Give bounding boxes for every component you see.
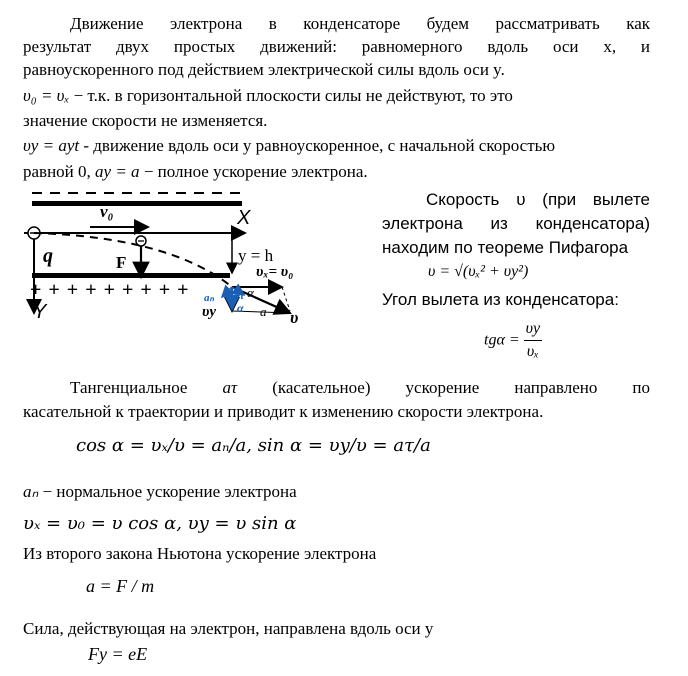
an-definition: aₙ − нормальное ускорение электрона xyxy=(23,482,297,501)
bottom-plate xyxy=(32,273,230,278)
paragraph-line: υy = ayt - движение вдоль оси y равноускоренное, с начальной скоростью xyxy=(23,136,556,155)
tg-formula: tgα = $\frac{\upsilon y}{\text{υₓ}}$ xyxy=(484,320,541,360)
at-label: aτ xyxy=(234,290,245,302)
formula-v0-vx: υ₀ = υₓ xyxy=(23,86,70,105)
force-label: F xyxy=(116,253,127,272)
v0-label: v₀ xyxy=(100,202,114,221)
an-label: aₙ xyxy=(204,292,214,304)
velocity-components-formula: υₓ = υ₀ = υ cos α, υy = υ sin α xyxy=(23,513,297,534)
right-text-line: находим по теореме Пифагора xyxy=(382,238,629,257)
paragraph-line: Тангенциальное aτ (касательное) ускорение направлено по xyxy=(70,378,650,397)
formula-vy: υy = ayt xyxy=(23,136,80,155)
x-axis-label: X xyxy=(237,207,251,229)
paragraph-line: Движение электрона в конденсаторе будем рассматривать как xyxy=(70,14,650,33)
paragraph-line: равной 0, ay = a − полное ускорение электрона. xyxy=(23,162,368,181)
alpha-label: α xyxy=(237,301,244,315)
cos-sin-formula: cos α = υₓ/υ = aₙ/a, sin α = υy/υ = aτ/a xyxy=(76,435,431,456)
paragraph-line: υ₀ = υₓ − т.к. в горизонтальной плоскости силы не действуют, то это xyxy=(23,86,513,105)
formula-ay: ay = a xyxy=(95,162,140,181)
positive-charges: + + + + + + + + + xyxy=(30,279,190,301)
y-axis-label: Y xyxy=(33,301,47,323)
vx-label: υₓ= υ₀ xyxy=(256,264,294,280)
top-plate xyxy=(32,201,242,206)
paragraph-line: значение скорости не изменяется. xyxy=(23,111,268,130)
paragraph-line: равноускоренного под действием электрической силы вдоль оси y. xyxy=(23,60,505,79)
alpha-label: α xyxy=(247,285,254,300)
height-label: y = h xyxy=(238,246,274,265)
force-formula: Fy = eE xyxy=(88,644,148,664)
right-text-line: электрона из конденсатора) xyxy=(382,214,650,233)
right-text-line: Скорость υ (при вылете xyxy=(426,190,650,209)
paragraph-line: Сила, действующая на электрон, направлена вдоль оси y xyxy=(23,619,434,638)
vy-label: υy xyxy=(202,304,217,320)
right-text-line: Угол вылета из конденсатора: xyxy=(382,290,619,309)
paragraph-line: Из второго закона Ньютона ускорение электрона xyxy=(23,544,377,563)
paragraph-line: касательной к траектории и приводит к изменению скорости электрона. xyxy=(23,402,544,421)
charge-label: q xyxy=(43,245,53,267)
newton-formula: a = F / m xyxy=(86,576,155,596)
capacitor-diagram xyxy=(20,185,370,325)
v-label: υ xyxy=(290,308,299,327)
an-vector xyxy=(222,287,232,297)
speed-formula: υ = √(υₓ² + υy²) xyxy=(428,263,529,280)
paragraph-line: результат двух простых движений: равномерного вдоль оси x, и xyxy=(23,37,650,56)
a-label: a xyxy=(260,304,267,319)
